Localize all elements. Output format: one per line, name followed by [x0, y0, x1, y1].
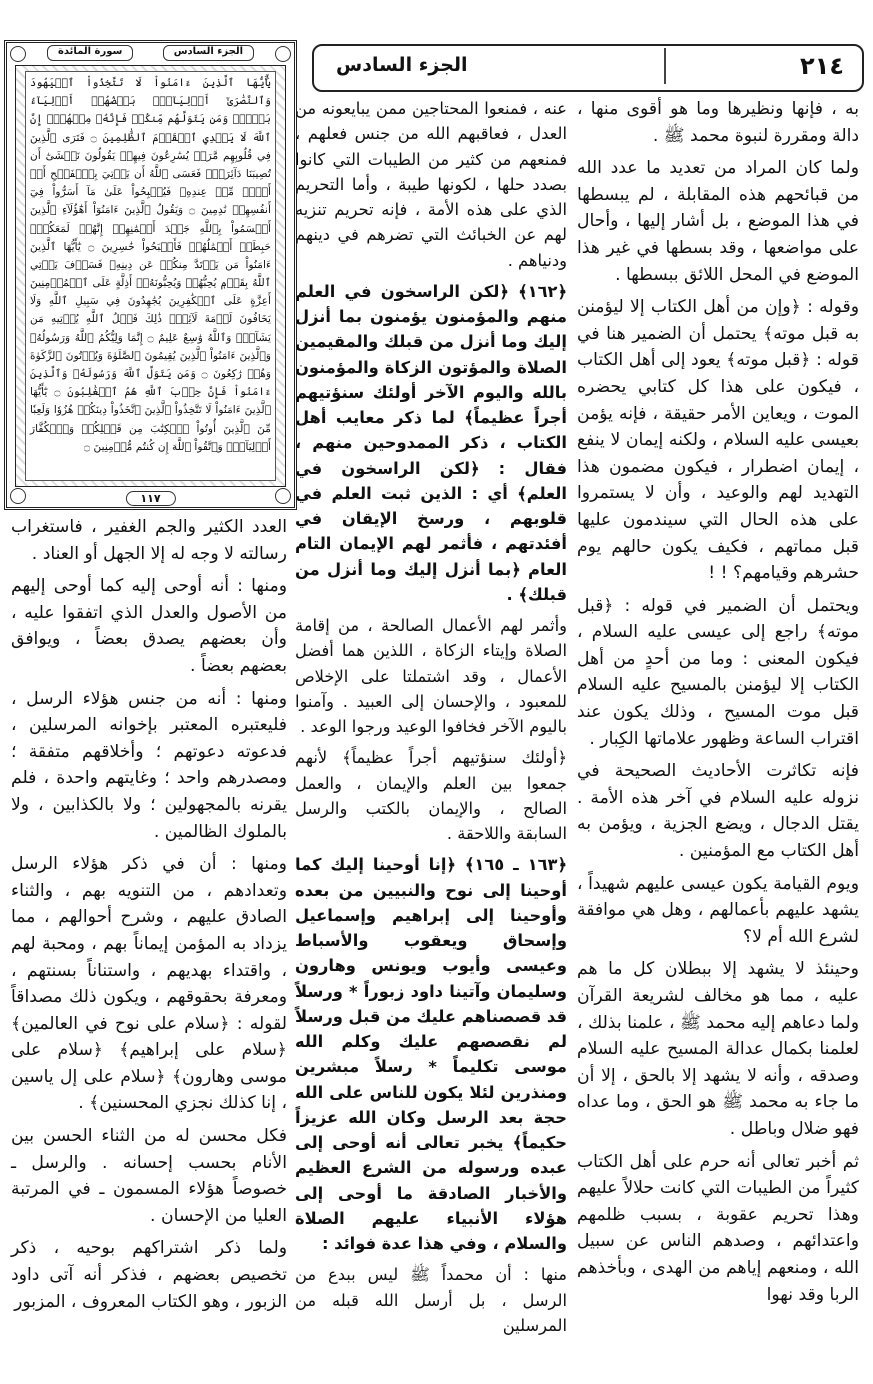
paragraph: وحينئذ لا يشهد إلا ببطلان كل ما هم عليه ، مما هو مخالف لشريعة القرآن ولما دعاهم إليه محمد ﷺ ، علمنا بذلك ، لعلمنا بكمال عدالة المسيح عليه السلام وصدقه ، وأنه لا يشهد إلا بالحق ، إلا أن ما جاء به محمد ﷺ هو الحق ، وما عداه فهو ضلال وباطل . — [577, 959, 859, 1139]
quran-verses: يَٰٓأَيُّهَا ٱلَّذِينَ ءَامَنُواْ لَا تَتَّخِذُواْ ٱلۡيَهُودَ وَٱلنَّصَٰرَىٰٓ أَوۡلِيَآءَۘ بَعۡضُهُمۡ أَوۡلِيَآءُ بَعۡضٖۚ وَمَن يَتَوَلَّهُم مِّنكُمۡ فَإِنَّهُۥ مِنۡهُمۡۗ إِنَّ ٱللَّهَ لَا يَهۡدِي ٱلۡقَوۡمَ ٱلظَّٰلِمِينَ ۝ فَتَرَى ٱلَّذِينَ فِي قُلُوبِهِم مَّرَضٞ يُسَٰرِعُونَ فِيهِمۡ يَقُولُونَ نَخۡشَىٰٓ أَن تُصِيبَنَا دَآئِرَةٞۚ فَعَسَى ٱللَّهُ أَن يَأۡتِيَ بِٱلۡفَتۡحِ أَوۡ أَمۡرٖ مِّنۡ عِندِهِۦ فَيُصۡبِحُواْ عَلَىٰ مَآ أَسَرُّواْ فِيٓ أَنفُسِهِمۡ نَٰدِمِينَ ۝ وَيَقُولُ ٱلَّذِينَ ءَامَنُوٓاْ أَهَٰٓؤُلَآءِ ٱلَّذِينَ أَقۡسَمُواْ بِٱللَّهِ جَهۡدَ أَيۡمَٰنِهِمۡ إِنَّهُمۡ لَمَعَكُمۡۚ حَبِطَتۡ أَعۡمَٰلُهُمۡ فَأَصۡبَحُواْ خَٰسِرِينَ ۝ يَٰٓأَيُّهَا ٱلَّذِينَ ءَامَنُواْ مَن يَرۡتَدَّ مِنكُمۡ عَن دِينِهِۦ فَسَوۡفَ يَأۡتِي ٱللَّهُ بِقَوۡمٖ يُحِبُّهُمۡ وَيُحِبُّونَهُۥٓ أَذِلَّةٍ عَلَى ٱلۡمُؤۡمِنِينَ أَعِزَّةٍ عَلَى ٱلۡكَٰفِرِينَ يُجَٰهِدُونَ فِي سَبِيلِ ٱللَّهِ وَلَا يَخَافُونَ لَوۡمَةَ لَآئِمٖۚ ذَٰلِكَ فَضۡلُ ٱللَّهِ يُؤۡتِيهِ مَن يَشَآءُۚ وَٱللَّهُ وَٰسِعٌ عَلِيمٌ ۝ إِنَّمَا وَلِيُّكُمُ ٱللَّهُ وَرَسُولُهُۥ وَٱلَّذِينَ ءَامَنُواْ ٱلَّذِينَ يُقِيمُونَ ٱلصَّلَوٰةَ وَيُؤۡتُونَ ٱلزَّكَوٰةَ وَهُمۡ رَٰكِعُونَ ۝ وَمَن يَتَوَلَّ ٱللَّهَ وَرَسُولَهُۥ وَٱلَّذِينَ ءَامَنُواْ فَإِنَّ حِزۡبَ ٱللَّهِ هُمُ ٱلۡغَٰلِبُونَ ۝ يَٰٓأَيُّهَا ٱلَّذِينَ ءَامَنُواْ لَا تَتَّخِذُواْ ٱلَّذِينَ ٱتَّخَذُواْ دِينَكُمۡ هُزُوٗا وَلَعِبٗا مِّنَ ٱلَّذِينَ أُوتُواْ ٱلۡكِتَٰبَ مِن قَبۡلِكُمۡ وَٱلۡكُفَّارَ أَوۡلِيَآءَۚ وَٱتَّقُواْ ٱللَّهَ إِن كُنتُم مُّؤۡمِنِينَ ۝ — [25, 71, 276, 481]
column-right — [577, 96, 859, 1314]
column-middle — [295, 96, 567, 1344]
paragraph: به ، فإنها ونظيرها وما هو أقوى منها ، دالة ومقررة لنبوة محمد ﷺ . — [577, 99, 859, 146]
paragraph: وقوله : ﴿وإن من أهل الكتاب إلا ليؤمنن به قبل موته﴾ يحتمل أن الضمير هنا في قوله : ﴿قبل موته﴾ يعود إلى أهل الكتاب ، فيكون على هذا كل كتابي يحضره الموت ، ويعاين الأمر حقيقة ، فإنه يؤمن بعيسى عليه السلام ، ولكنه إيمان لا ينفع ، إيمان اضطرار ، فيكون مضمون هذا التهديد لهم والوعيد ، وأن لا يستمروا على هذه الحال التي سيندمون عليها قبل مماتهم ، فكيف يكون حالهم يوم حشرهم وقيامهم؟ ! ! — [577, 297, 859, 584]
corner-ornament-icon — [275, 488, 291, 504]
column-left — [11, 514, 287, 1321]
paragraph: ولما كان المراد من تعديد ما عدد الله من قبائحهم هذه المقابلة ، لم يبسطها في هذا الموضع ، بل أشار إليها ، وأحال على مواضعها ، وقد بسطها في غير هذا الموضع في المحل اللائق ببسطها . — [577, 158, 859, 285]
corner-ornament-icon — [10, 46, 26, 62]
paragraph: العدد الكثير والجم الغفير ، فاستغراب رسالته لا وجه له إلا الجهل أو العناد . — [11, 517, 287, 564]
page-header — [312, 44, 864, 92]
paragraph: ومنها : أنه أوحى إليه كما أوحى إليهم من الأصول والعدل الذي اتفقوا عليه ، وأن بعضهم يصدق بعضاً ، ويوافق بعضهم بعضاً . — [11, 576, 287, 676]
page-number: ٢١٤ — [800, 52, 844, 80]
paragraph: ثم أخبر تعالى أنه حرم على أهل الكتاب كثيراً من الطيبات التي كانت حلالاً عليهم وهذا تحريم عقوبة ، بسبب ظلمهم واعتدائهم ، وصدهم الناس عن سبيل الله ، ومنعهم إياهم من الهدى ، وبأخذهم الربا وقد نهوا — [577, 1151, 859, 1305]
paragraph: منها : أن محمداً ﷺ ليس ببدع من الرسل ، بل أرسل الله قبله من المرسلين — [295, 1265, 567, 1335]
header-divider — [664, 48, 676, 84]
paragraph: فإنه تكاثرت الأحاديث الصحيحة في نزوله عليه السلام في آخر هذه الأمة . يقتل الدجال ، ويضع الجزية ، ويؤمن به أهل الكتاب مع المؤمنين . — [577, 761, 859, 862]
part-title: الجزء السادس — [336, 54, 468, 76]
quran-page-number: ١١٧ — [125, 491, 175, 506]
paragraph: ويوم القيامة يكون عيسى عليهم شهيداً ، يشهد عليهم بأعمالهم ، وهل هي موافقة لشرع الله أم لا؟ — [577, 873, 859, 947]
paragraph: وأثمر لهم الأعمال الصالحة ، من إقامة الصلاة وإيتاء الزكاة ، اللذين هما أفضل الأعمال ، وقد اشتملتا على الإخلاص للمعبود ، والإحسان إلى العبيد . وآمنوا باليوم الآخر فخافوا الوعيد ورجوا الوعد . — [295, 616, 567, 736]
verse-section: ﴿١٦٢﴾ ﴿لكن الراسخون في العلم منهم والمؤمنون يؤمنون بما أنزل إليك وما أنزل من قبلك والمقيمين الصلاة والمؤتون الزكاة والمؤمنون بالله واليوم الآخر أولئك سنؤتيهم أجراً عظيماً﴾ لما ذكر معايب أهل الكتاب ، ذكر الممدوحين منهم ، فقال : ﴿لكن الراسخون في العلم﴾ أي : الذين ثبت العلم في قلوبهم ، ورسخ الإيقان في أفئدتهم ، فأثمر لهم الإيمان التام العام ﴿بما أنزل إليك وما أنزل من قبلك﴾ . — [295, 281, 567, 604]
paragraph: ويحتمل أن الضمير في قوله : ﴿قبل موته﴾ راجع إلى عيسى عليه السلام ، فيكون المعنى : وما من أحدٍ من أهل الكتاب إلا ليؤمنن بالمسيح عليه السلام قبل موت المسيح ، وذلك يكون عند اقتراب الساعة وظهور علاماتها الكِبار . — [577, 595, 859, 749]
paragraph: عنه ، فمنعوا المحتاجين ممن يبايعونه من العدل ، فعاقبهم الله من جنس فعلهم ، فمنعهم من كثير من الطيبات التي كانوا بصدد حلها ، لكونها طيبة ، وأما التحريم الذي على هذه الأمة ، فإنه تحريم تنزيه لهم عن الخبائث التي تضرهم في دينهم ودنياهم . — [295, 99, 567, 270]
corner-ornament-icon — [10, 488, 26, 504]
quran-part-label: الجزء السادس — [163, 45, 254, 61]
paragraph: ﴿أولئك سنؤتيهم أجراً عظيماً﴾ لأنهم جمعوا بين العلم والإيمان ، والعمل الصالح ، والإيمان بالكتب والرسل السابقة واللاحقة . — [295, 748, 567, 843]
paragraph: فكل محسن له من الثناء الحسن بين الأنام بحسب إحسانه . والرسل ـ خصوصاً هؤلاء المسمون ـ في المرتبة العليا من الإحسان . — [11, 1126, 287, 1226]
quran-frame-top — [47, 45, 254, 61]
paragraph: ولما ذكر اشتراكهم بوحيه ، ذكر تخصيص بعضهم ، فذكر أنه آتى داود الزبور ، وهو الكتاب المعروف ، المزبور — [11, 1238, 287, 1312]
corner-ornament-icon — [275, 46, 291, 62]
paragraph: ومنها : أنه من جنس هؤلاء الرسل ، فليعتبره المعتبر بإخوانه المرسلين ، فدعوته دعوتهم ؛ وأخلاقهم متفقة ؛ ومصدرهم واحد ؛ وغايتهم واحدة ، فلم يقرنه بالمجهولين ؛ ولا بالكذابين ، ولا بالملوك الظالمين . — [11, 688, 287, 842]
verse-section: ﴿١٦٣ ـ ١٦٥﴾ ﴿إنا أوحينا إليك كما أوحينا إلى نوح والنبيين من بعده وأوحينا إلى إبراهيم وإسماعيل وإسحاق ويعقوب والأسباط وعيسى وأيوب ويونس وهارون وسليمان وآتينا داود زبوراً * ورسلاً قد قصصناهم عليك من قبل ورسلاً لم نقصصهم عليك وكلم الله موسى تكليماً * رسلاً مبشرين ومنذرين لئلا يكون للناس على الله حجة بعد الرسل وكان الله عزيزاً حكيماً﴾ يخبر تعالى أنه أوحى إلى عبده ورسوله من الشرع العظيم والأخبار الصادقة ما أوحى إلى هؤلاء الأنبياء عليهم الصلاة والسلام ، وفي هذا عدة فوائد : — [295, 855, 568, 1253]
paragraph: ومنها : أن في ذكر هؤلاء الرسل وتعدادهم ، من التنويه بهم ، والثناء الصادق عليهم ، وشرح أحوالهم ، مما يزداد به المؤمن إيماناً بهم ، ومحبة لهم ، واقتداء بهديهم ، واستناناً بسنتهم ، ومعرفة بحقوقهم ، ويكون ذلك مصداقاً لقوله : ﴿سلام على نوح في العالمين﴾ ﴿سلام على إبراهيم﴾ ﴿سلام على موسى وهارون﴾ ﴿سلام على إل ياسين ، إنا كذلك نجزي المحسنين﴾ . — [11, 854, 287, 1114]
quran-surah-label: سورة المائدة — [47, 45, 133, 61]
quran-frame — [4, 40, 297, 510]
